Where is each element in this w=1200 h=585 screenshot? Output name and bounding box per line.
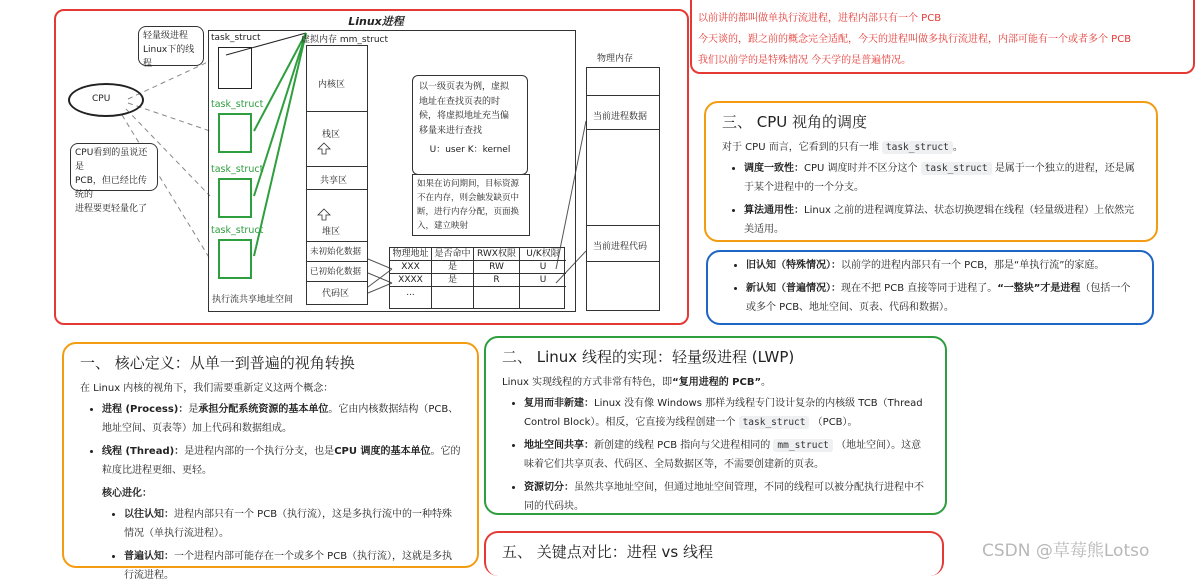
region-kernel: 内核区 xyxy=(318,80,346,90)
code-task-struct: task_struct xyxy=(882,141,953,154)
page-table-cell: 是 xyxy=(432,274,474,287)
card-core-sublist xyxy=(102,505,461,585)
item-bold: 承担分配系统资源的基本单位 xyxy=(198,404,329,415)
item-label: 复用而非新建： xyxy=(524,398,594,409)
card-lwp-intro-end: 。 xyxy=(761,377,772,388)
item-label: 算法通用性： xyxy=(744,205,804,216)
region-divider xyxy=(306,166,368,167)
process-diagram xyxy=(54,9,689,325)
region-divider xyxy=(306,189,368,190)
card-cpu-intro xyxy=(722,138,1140,157)
note-page-line3: 候，将虚拟地址充当偏 xyxy=(419,111,510,121)
page-table-header-cell: 物理地址 xyxy=(390,248,432,261)
note-fault-line2: 不在内存，则会触发缺页中 xyxy=(417,193,520,203)
item-text: 一个进程内部可能存在一个或多个 PCB（执行流），这就是多执行流进程。 xyxy=(124,551,453,581)
sub-title: 核心进化： xyxy=(102,488,152,499)
shared-space-label: 执行流共享地址空间 xyxy=(212,295,294,305)
note-page-line1: 以一级页表为例，虚拟 xyxy=(419,82,510,92)
cpu-label: CPU xyxy=(92,94,111,104)
region-divider xyxy=(306,281,368,282)
page-table-header-cell: 是否命中 xyxy=(432,248,474,261)
bubble-pcb-line1: CPU看到的虽说还是 xyxy=(75,148,148,172)
page-table-cell: XXXX xyxy=(390,274,432,287)
card-cpu-intro-end: 。 xyxy=(952,142,963,153)
item-label: 地址空间共享： xyxy=(524,440,594,451)
phys-mem-data: 当前进程数据 xyxy=(593,112,648,122)
task-struct-label: task_struct xyxy=(211,33,261,43)
page-table-header-cell: RWX权限 xyxy=(474,248,520,261)
bubble-lwp-line2: Linux下的线程 xyxy=(143,45,195,69)
watermark: CSDN @草莓熊Lotso xyxy=(982,541,1150,561)
region-code: 代码区 xyxy=(322,289,350,299)
item-label: 进程 (Process)： xyxy=(102,404,189,415)
card-core-intro: 在 Linux 内核的视角下，我们需要重新定义这两个概念： xyxy=(80,383,334,394)
region-shared: 共享区 xyxy=(320,176,348,186)
item-text: 是 xyxy=(188,404,199,415)
item-text: 。它的粒度比进程更细、更轻。 xyxy=(102,446,461,476)
item-text: 以前学的进程内部只有一个 PCB，那是“单执行流”的家庭。 xyxy=(841,260,1105,271)
list-item xyxy=(524,394,929,432)
item-text: （包括一个或多个 PCB、地址空间、页表、代码和数据）。 xyxy=(746,283,1131,313)
phys-mem-divider xyxy=(586,129,660,130)
note-page-line2: 地址在查找页表的时 xyxy=(419,96,501,107)
card-core-title: 一、 核心定义：从单一到普遍的视角转换 xyxy=(80,354,355,372)
list-item xyxy=(102,400,461,438)
card-core-list xyxy=(80,400,461,480)
item-text: 新创建的线程 PCB 指向与父进程相同的 xyxy=(594,440,771,451)
code-task-struct: task_struct xyxy=(921,162,992,175)
task-struct-green-label-3: task_struct xyxy=(211,225,264,236)
page-table-cell: RW xyxy=(474,261,520,274)
region-divider xyxy=(306,111,368,112)
mm-struct-label: 虚拟内存 mm_struct xyxy=(301,35,388,45)
region-data: 已初始化数据 xyxy=(310,267,362,277)
note-page-fault xyxy=(412,174,530,236)
card-lwp-intro xyxy=(502,373,929,392)
region-bss: 未初始化数据 xyxy=(310,247,362,257)
item-label: 资源切分： xyxy=(524,482,574,493)
red-note-panel xyxy=(690,0,1195,74)
page-table xyxy=(389,247,565,309)
card-blue-list xyxy=(724,256,1136,317)
list-item xyxy=(124,547,461,585)
card-core-definition xyxy=(62,342,479,581)
page-table-cell: R xyxy=(474,274,520,287)
bubble-lwp-line1: 轻量级进程 xyxy=(143,31,189,41)
region-heap: 堆区 xyxy=(322,227,341,237)
code-mm-struct: mm_struct xyxy=(773,439,832,452)
list-item xyxy=(124,505,461,543)
item-bold: CPU 调度的基本单位 xyxy=(334,446,431,457)
page-table-cell: ... xyxy=(390,287,432,309)
item-label: 调度一致性： xyxy=(744,163,804,174)
card-cpu-scheduling xyxy=(704,101,1158,242)
page-table-cell xyxy=(432,287,474,309)
item-label: 新认知（普遍情况）： xyxy=(746,283,841,294)
item-text: 是进程内部的一个执行分支，也是 xyxy=(184,446,335,457)
card-lwp-intro-bold: “复用进程的 PCB” xyxy=(672,377,762,388)
page-table-cell: 是 xyxy=(432,261,474,274)
phys-mem-code: 当前进程代码 xyxy=(593,242,648,252)
item-text: （地址空间）。这意味着它们共享页表、代码区、全局数据区等，不需要创建新的页表。 xyxy=(524,440,922,470)
item-label: 以往认知： xyxy=(124,509,174,520)
note-page-lookup xyxy=(412,75,528,175)
red-note-line3: 我们以前学的是特殊情况 今天学的是普遍情况。 xyxy=(698,55,912,66)
page-table-cell xyxy=(520,287,566,309)
card-cpu-title: 三、 CPU 视角的调度 xyxy=(722,113,868,131)
phys-mem-divider xyxy=(586,225,660,226)
item-text: 进程内部只有一个 PCB（执行流），这是多执行流中的一种特殊情况（单执行流进程）。 xyxy=(124,509,453,539)
card-cpu-list xyxy=(722,159,1140,239)
red-note-line2: 今天谈的，跟之前的概念完全适配，今天的进程叫做多执行流进程，内部可能有一个或者多个 PCB xyxy=(698,34,1132,45)
card-lwp xyxy=(484,336,947,515)
list-item xyxy=(746,279,1136,317)
card-cognition xyxy=(706,250,1154,325)
page-table-header-cell: U/K权限 xyxy=(520,248,566,261)
card-compare xyxy=(484,531,944,576)
bubble-pcb-line3: 进程要更轻量化了 xyxy=(75,204,148,214)
card-lwp-title: 二、 Linux 线程的实现：轻量级进程 (LWP) xyxy=(502,348,795,366)
list-item xyxy=(744,201,1140,239)
list-item xyxy=(744,159,1140,197)
card-lwp-list xyxy=(502,394,929,516)
bubble-pcb-note xyxy=(70,143,158,214)
list-item xyxy=(746,256,1136,275)
card-compare-title: 五、 关键点对比：进程 vs 线程 xyxy=(502,543,713,561)
task-struct-green-label-1: task_struct xyxy=(211,99,264,110)
page-table-cell: XXX xyxy=(390,261,432,274)
region-divider xyxy=(306,261,368,262)
card-lwp-intro-text: Linux 实现线程的方式非常有特色，即 xyxy=(502,377,673,388)
page-table-cell: U xyxy=(520,274,566,287)
phys-mem-label: 物理内存 xyxy=(597,54,634,64)
diagram-title: Linux进程 xyxy=(348,15,404,28)
card-cpu-intro-text: 对于 CPU 而言，它看到的只有一堆 xyxy=(722,142,879,153)
note-fault-line4: 入，建立映射 xyxy=(417,221,469,231)
phys-mem-divider xyxy=(586,261,660,262)
item-bold: “一整块”才是进程 xyxy=(997,283,1081,294)
bubble-lwp xyxy=(138,26,204,69)
task-struct-green-label-2: task_struct xyxy=(211,164,264,175)
region-divider xyxy=(306,241,368,242)
page-table-cell: U xyxy=(520,261,566,274)
item-text: 。它由内核数据结构（PCB、地址空间、页表等）加上代码和数据组成。 xyxy=(102,404,459,434)
note-fault-line1: 如果在访问期间，目标资源 xyxy=(417,179,520,189)
item-label: 普遍认知： xyxy=(124,551,174,562)
item-text: 现在不把 PCB 直接等同于进程了。 xyxy=(841,283,998,294)
note-page-line4: 移量来进行查找 xyxy=(419,125,483,136)
item-text: 虽然共享地址空间，但通过地址空间管理，不同的线程可以被分配执行进程中不同的代码块。 xyxy=(524,482,924,512)
phys-mem-box xyxy=(586,67,660,311)
note-fault-line3: 断，进行内存分配，页面换 xyxy=(417,207,520,217)
page-table-cell xyxy=(474,287,520,309)
red-note-line1: 以前讲的都叫做单执行流进程，进程内部只有一个 PCB xyxy=(698,13,942,24)
page-table-header xyxy=(390,248,564,309)
item-text: Linux 没有像 Windows 那样为线程专门设计复杂的内核级 TCB（Thread Control Block）。相反，它直接为线程创建一个 xyxy=(524,398,923,428)
region-stack: 栈区 xyxy=(322,130,341,140)
card-core-subtitle xyxy=(102,484,461,503)
list-item xyxy=(524,436,929,474)
bubble-pcb-line2: PCB，但已经比传统的 xyxy=(75,176,147,200)
item-text: 是属于一个独立的进程，还是属于某个进程中的一个分支。 xyxy=(744,163,1135,193)
list-item xyxy=(102,442,461,480)
item-text: （PCB）。 xyxy=(812,417,858,428)
note-user-kernel: U：user K：kernel xyxy=(429,145,511,155)
item-text: Linux 之前的进程调度算法、状态切换逻辑在线程（轻量级进程）上依然完美适用。 xyxy=(744,205,1135,235)
item-label: 线程 (Thread)： xyxy=(102,446,185,457)
phys-mem-divider xyxy=(586,95,660,96)
item-label: 旧认知（特殊情况）： xyxy=(746,260,841,271)
list-item xyxy=(524,478,929,516)
code-task-struct: task_struct xyxy=(739,416,810,429)
item-text: CPU 调度时并不区分这个 xyxy=(804,163,918,174)
